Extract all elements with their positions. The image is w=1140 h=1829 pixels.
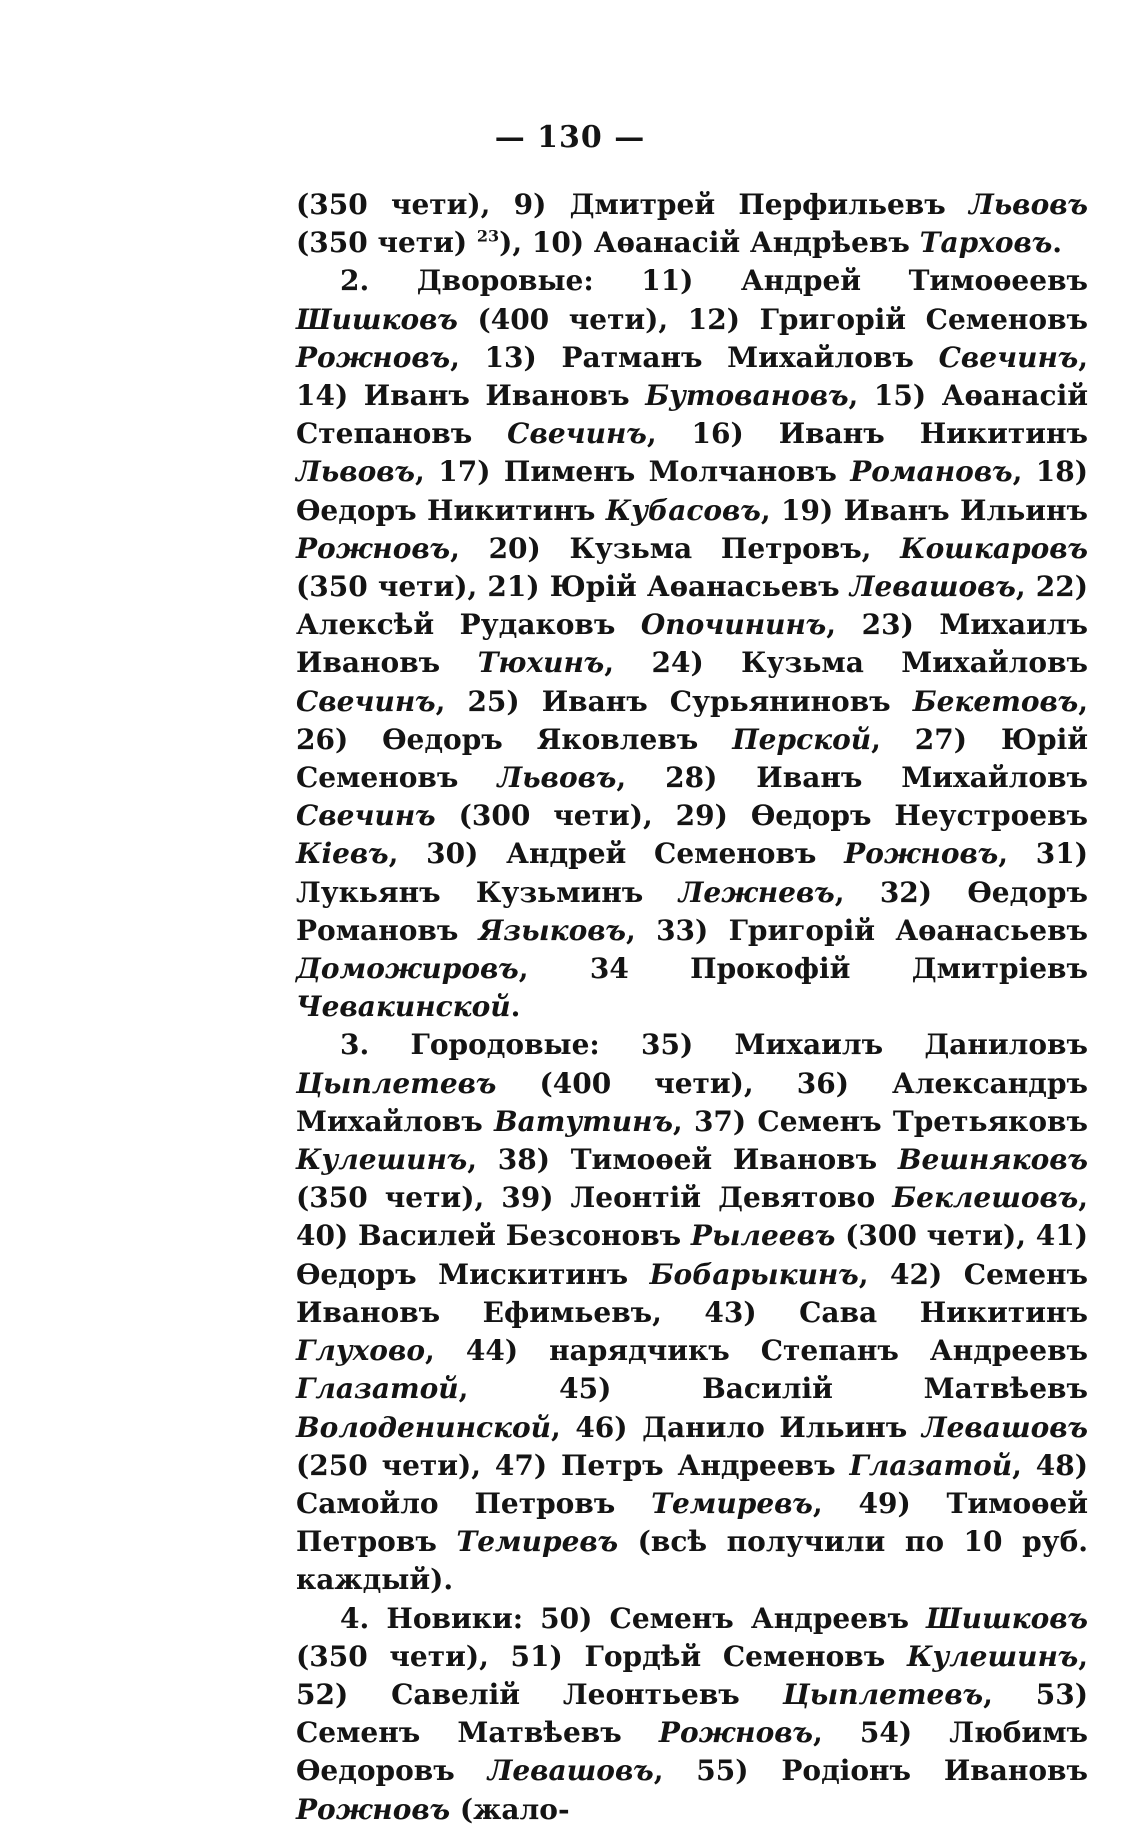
text-run: 50) Семенъ Андреевъ bbox=[523, 1601, 927, 1635]
surname: Опочининъ bbox=[640, 608, 827, 642]
text-run: , 54) Любимъ Ѳедоровъ bbox=[296, 1716, 1088, 1788]
surname: Темиревъ bbox=[651, 1486, 813, 1520]
surname: Цыплетевъ bbox=[296, 1066, 497, 1100]
surname: Львовъ bbox=[497, 761, 617, 795]
surname: Беклешовъ bbox=[892, 1181, 1079, 1215]
section-heading: 4. Новики: bbox=[340, 1601, 524, 1635]
text-run: , 52) Савелій Леонтьевъ bbox=[296, 1639, 1088, 1711]
paragraph bbox=[296, 262, 1088, 1026]
surname: Вешняковъ bbox=[897, 1143, 1088, 1177]
text-run: , 48) Самойло Петровъ bbox=[296, 1448, 1088, 1520]
text-run: , 19) Иванъ Ильинъ bbox=[760, 493, 1088, 527]
surname: Цыплетевъ bbox=[782, 1677, 984, 1711]
text-run: , 32) Ѳедоръ Романовъ bbox=[296, 875, 1088, 947]
text-run: , 34 Прокофій Дмитріевъ bbox=[518, 952, 1088, 986]
surname: Чевакинской bbox=[296, 990, 511, 1024]
text-run: , 27) Юрій Семеновъ bbox=[296, 722, 1089, 795]
text-run: (350 чети), 21) Юрій Аѳанасьевъ bbox=[296, 570, 850, 604]
text-run: , 16) Иванъ Никитинъ bbox=[646, 417, 1089, 451]
text-run: (300 чети), 41) Ѳедоръ Мискитинъ bbox=[296, 1219, 1088, 1291]
surname: Бекетовъ bbox=[912, 684, 1079, 718]
text-run: (250 чети), 47) Петръ Андреевъ bbox=[296, 1448, 850, 1482]
surname: Левашовъ bbox=[921, 1410, 1088, 1444]
text-run: (жало- bbox=[450, 1792, 570, 1826]
surname: Левашовъ bbox=[849, 570, 1016, 604]
surname: Рожновъ bbox=[296, 531, 451, 565]
text-run: , 28) Иванъ Михайловъ bbox=[616, 761, 1089, 795]
surname: Доможировъ bbox=[296, 952, 519, 986]
text-run: ), 10) Аѳанасій Андрѣевъ bbox=[499, 226, 920, 260]
page-number: — 130 — bbox=[494, 120, 646, 155]
surname: Глазатой bbox=[849, 1448, 1013, 1482]
surname: Кубасовъ bbox=[605, 493, 761, 527]
text-run: , 25) Иванъ Сурьяниновъ bbox=[435, 684, 913, 718]
text-run: , 38) Тимоѳей Ивановъ bbox=[467, 1143, 898, 1177]
surname: Романовъ bbox=[850, 455, 1013, 489]
surname: Тарховъ bbox=[919, 226, 1053, 260]
surname: Перской bbox=[732, 722, 872, 756]
surname: Свечинъ bbox=[938, 340, 1079, 374]
surname: Львовъ bbox=[296, 455, 416, 489]
text-run: , 30) Андрей Семеновъ bbox=[388, 837, 845, 871]
surname: Кулешинъ bbox=[296, 1143, 468, 1177]
text-run: 11) Андрей Тимоѳеевъ bbox=[593, 264, 1088, 298]
paragraph bbox=[296, 186, 1088, 262]
surname: Рожновъ bbox=[296, 340, 451, 374]
paragraph bbox=[296, 1026, 1088, 1599]
surname: Лежневъ bbox=[678, 875, 835, 909]
text-run: (350 чети), 51) Гордѣй Семеновъ bbox=[296, 1639, 907, 1673]
surname: Кіевъ bbox=[296, 837, 389, 871]
footnote-ref: 23 bbox=[476, 226, 500, 246]
surname: Свечинъ bbox=[296, 684, 436, 718]
surname: Левашовъ bbox=[487, 1754, 654, 1788]
text-run: , 55) Родіонъ Ивановъ bbox=[653, 1754, 1088, 1788]
paragraph bbox=[296, 1600, 1088, 1829]
surname: Кошкаровъ bbox=[900, 531, 1088, 565]
text-run: (всѣ получили по 10 руб. каждый). bbox=[296, 1525, 1088, 1597]
text-run: , 17) Пименъ Молчановъ bbox=[415, 455, 851, 489]
text-run: (300 чети), 29) Ѳедоръ Неустроевъ bbox=[435, 799, 1088, 833]
text-run: , 26) Ѳедоръ Яковлевъ bbox=[296, 684, 1088, 756]
text-run: , 13) Ратманъ Михайловъ bbox=[450, 340, 939, 374]
section-heading: 3. Городовые: bbox=[340, 1028, 600, 1062]
text-run: , 33) Григорій Аѳанасьевъ bbox=[626, 913, 1088, 947]
surname: Темиревъ bbox=[456, 1525, 619, 1559]
surname: Володенинской bbox=[296, 1410, 552, 1444]
surname: Рылеевъ bbox=[690, 1219, 836, 1253]
surname: Ватутинъ bbox=[493, 1104, 673, 1138]
text-run: , 18) Ѳедоръ Никитинъ bbox=[296, 455, 1088, 527]
text-run: , 31) Лукьянъ Кузьминъ bbox=[296, 837, 1088, 909]
text-run: , 53) Семенъ Матвѣевъ bbox=[296, 1677, 1088, 1750]
surname: Шишковъ bbox=[296, 302, 458, 336]
text-run: 35) Михаилъ Даниловъ bbox=[599, 1028, 1088, 1062]
text-run: (400 чети), 36) Александръ Михайловъ bbox=[296, 1066, 1088, 1138]
text-run: , 40) Василей Безсоновъ bbox=[296, 1181, 1088, 1253]
text-run: , 23) Михаилъ Ивановъ bbox=[296, 608, 1088, 680]
section-heading: 2. Дворовые: bbox=[340, 264, 594, 298]
surname: Глухово bbox=[296, 1334, 426, 1368]
body-text bbox=[296, 186, 1088, 1829]
text-run: (350 чети), 9) Дмитрей Перфильевъ bbox=[296, 188, 969, 221]
text-run: . bbox=[510, 990, 521, 1024]
text-run: (400 чети), 12) Григорій Семеновъ bbox=[457, 302, 1088, 336]
text-run: , 44) нарядчикъ Степанъ Андреевъ bbox=[425, 1334, 1088, 1368]
text-run: (350 чети), 39) Леонтій Девятово bbox=[296, 1181, 893, 1215]
surname: Свечинъ bbox=[296, 799, 436, 833]
surname: Рожновъ bbox=[844, 837, 999, 871]
surname: Языковъ bbox=[478, 913, 627, 947]
text-run: (350 чети) bbox=[296, 226, 477, 260]
text-run: , 37) Семенъ Третьяковъ bbox=[672, 1104, 1088, 1138]
text-run: , 45) Василій Матвѣевъ bbox=[458, 1372, 1088, 1406]
surname: Свечинъ bbox=[507, 417, 647, 451]
text-run: , 20) Кузьма Петровъ, bbox=[450, 531, 901, 565]
text-run: . bbox=[1052, 226, 1063, 260]
surname: Бутовановъ bbox=[645, 379, 849, 413]
surname: Шишковъ bbox=[926, 1601, 1088, 1635]
text-run: , 42) Семенъ Ивановъ Ефимьевъ, 43) Сава Никитинъ bbox=[296, 1257, 1088, 1329]
text-run: , 15) Аѳанасій Степановъ bbox=[296, 379, 1089, 451]
surname: Львовъ bbox=[968, 188, 1088, 221]
text-run: , 46) Данило Ильинъ bbox=[551, 1410, 922, 1444]
surname: Рожновъ bbox=[296, 1792, 451, 1826]
text-run: , 24) Кузьма Михайловъ bbox=[604, 646, 1089, 680]
surname: Бобарыкинъ bbox=[649, 1257, 859, 1291]
text-run: , 22) Алексѣй Рудаковъ bbox=[296, 570, 1088, 642]
text-run: , 14) Иванъ Ивановъ bbox=[296, 340, 1088, 413]
surname: Тюхинъ bbox=[477, 646, 605, 680]
surname: Рожновъ bbox=[658, 1716, 814, 1750]
surname: Кулешинъ bbox=[906, 1639, 1079, 1673]
surname: Глазатой bbox=[296, 1372, 459, 1406]
text-run: , 49) Тимоѳей Петровъ bbox=[296, 1486, 1089, 1559]
